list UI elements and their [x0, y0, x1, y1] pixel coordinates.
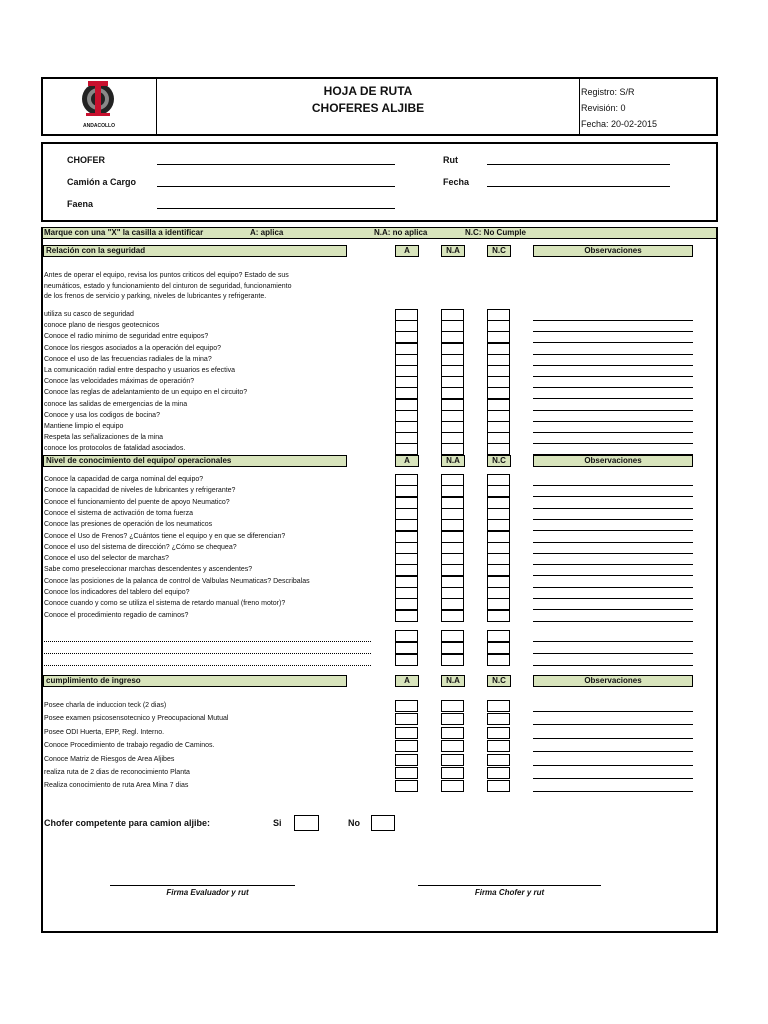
a-checkbox[interactable]	[395, 365, 418, 377]
question-text: Conoce el radio minimo de seguridad entre equipos?	[44, 333, 209, 341]
question-text: conoce las salidas de emergencias de la mina	[44, 400, 188, 408]
observation-field[interactable]	[533, 519, 693, 520]
a-checkbox[interactable]	[395, 354, 418, 366]
legend-a: A: aplica	[250, 228, 284, 237]
no-label: No	[348, 818, 360, 828]
nc-checkbox[interactable]	[487, 354, 510, 366]
a-checkbox[interactable]	[395, 519, 418, 531]
observation-field[interactable]	[533, 443, 693, 444]
section1-col-na: N.A	[441, 245, 465, 257]
observation-field[interactable]	[533, 342, 693, 343]
na-checkbox[interactable]	[441, 553, 464, 565]
na-checkbox[interactable]	[441, 740, 464, 752]
na-checkbox[interactable]	[441, 767, 464, 779]
section3-col-obs: Observaciones	[533, 675, 693, 687]
na-checkbox[interactable]	[441, 508, 464, 520]
observation-field[interactable]	[533, 365, 693, 366]
observation-field[interactable]	[533, 724, 693, 725]
nc-checkbox[interactable]	[487, 542, 510, 554]
fecha-info-label: Fecha	[443, 177, 470, 187]
nc-checkbox[interactable]	[487, 485, 510, 497]
observation-field[interactable]	[533, 485, 693, 486]
a-checkbox[interactable]	[395, 553, 418, 565]
doc-title-line1: HOJA DE RUTA	[323, 84, 413, 98]
question-text: Conoce el funcionamiento del puente de apoyo Neumatico?	[44, 498, 230, 506]
a-checkbox[interactable]	[395, 485, 418, 497]
na-checkbox[interactable]	[441, 432, 464, 444]
na-checkbox[interactable]	[441, 610, 464, 622]
question-text: Conoce y usa los codigos de bocina?	[44, 411, 160, 419]
a-checkbox[interactable]	[395, 740, 418, 752]
a-checkbox[interactable]	[395, 767, 418, 779]
fecha-label: Fecha: 20-02-2015	[581, 119, 658, 129]
a-checkbox[interactable]	[395, 508, 418, 520]
a-checkbox[interactable]	[395, 587, 418, 599]
observation-field[interactable]	[533, 410, 693, 411]
legend-marque: Marque con una "X" la casilla a identificar	[44, 228, 204, 237]
na-checkbox[interactable]	[441, 309, 464, 321]
observation-field[interactable]	[533, 387, 693, 388]
observation-field[interactable]	[533, 621, 693, 622]
evaluador-signature-label: Firma Evaluador y rut	[166, 888, 249, 897]
na-checkbox[interactable]	[441, 713, 464, 725]
observation-field[interactable]	[533, 496, 693, 497]
observation-field[interactable]	[533, 530, 693, 531]
observation-field[interactable]	[533, 653, 693, 654]
revision-label: Revisión: 0	[581, 103, 626, 113]
na-checkbox[interactable]	[441, 630, 464, 642]
nc-checkbox[interactable]	[487, 630, 510, 642]
nc-checkbox[interactable]	[487, 610, 510, 622]
nc-checkbox[interactable]	[487, 410, 510, 422]
section1-col-nc: N.C	[487, 245, 511, 257]
chofer-label: CHOFER	[67, 155, 105, 165]
question-text: Conoce las presiones de operación de los neumaticos	[44, 521, 213, 529]
no-checkbox[interactable]	[371, 815, 395, 831]
nc-checkbox[interactable]	[487, 421, 510, 433]
a-checkbox[interactable]	[395, 654, 418, 666]
question-text: realiza ruta de 2 dias de reconocimiento Planta	[44, 769, 190, 776]
nc-checkbox[interactable]	[487, 443, 510, 455]
nc-checkbox[interactable]	[487, 376, 510, 388]
a-checkbox[interactable]	[395, 443, 418, 455]
question-text: Sabe como preseleccionar marchas descendentes y ascendentes?	[44, 566, 253, 574]
section3-col-a: A	[395, 675, 419, 687]
a-checkbox[interactable]	[395, 331, 418, 343]
na-checkbox[interactable]	[441, 727, 464, 739]
observation-field[interactable]	[533, 376, 693, 377]
a-checkbox[interactable]	[395, 531, 418, 543]
section2-col-obs: Observaciones	[533, 455, 693, 467]
question-text: Conoce el procedimiento regadio de caminos?	[44, 611, 189, 619]
driver-info-box	[41, 142, 718, 222]
section1-intro	[44, 271, 292, 303]
na-checkbox[interactable]	[441, 320, 464, 332]
logo-cell	[41, 77, 157, 136]
question-text: Conoce los indicadores del tablero del equipo?	[44, 589, 190, 596]
blank-question-line[interactable]	[44, 653, 371, 654]
question-text: Mantiene limpio el equipo	[44, 423, 124, 430]
na-checkbox[interactable]	[441, 331, 464, 343]
a-checkbox[interactable]	[395, 497, 418, 509]
a-checkbox[interactable]	[395, 780, 418, 792]
na-checkbox[interactable]	[441, 542, 464, 554]
question-text: Conoce Procedimiento de trabajo regadio de Caminos.	[44, 742, 215, 750]
chofer-field[interactable]	[157, 164, 395, 165]
question-text: Conoce cuando y como se utiliza el sistema de retardo manual (freno motor)?	[44, 600, 286, 608]
blank-question-line[interactable]	[44, 665, 371, 666]
si-label: Si	[273, 818, 282, 828]
nc-checkbox[interactable]	[487, 309, 510, 321]
a-checkbox[interactable]	[395, 376, 418, 388]
nc-checkbox[interactable]	[487, 587, 510, 599]
legend-nc: N.C: No Cumple	[465, 228, 526, 237]
nc-checkbox[interactable]	[487, 713, 510, 725]
nc-checkbox[interactable]	[487, 343, 510, 355]
question-text: La comunicación radial entre despacho y usuarios es efectiva	[44, 367, 236, 374]
section3-title: cumplimiento de ingreso	[43, 675, 347, 687]
na-checkbox[interactable]	[441, 587, 464, 599]
na-checkbox[interactable]	[441, 754, 464, 766]
question-text: Realiza conocimiento de ruta Area Mina 7 dias	[44, 782, 189, 790]
na-checkbox[interactable]	[441, 700, 464, 712]
a-checkbox[interactable]	[395, 598, 418, 610]
question-text: Conoce el sistema de activación de toma fuerza	[44, 509, 194, 517]
observation-field[interactable]	[533, 575, 693, 576]
question-text: conoce los protocolos de fatalidad asociados.	[44, 445, 186, 453]
faena-label: Faena	[67, 199, 94, 209]
nc-checkbox[interactable]	[487, 654, 510, 666]
section1-col-obs: Observaciones	[533, 245, 693, 257]
registro-label: Registro: S/R	[581, 87, 635, 97]
nc-checkbox[interactable]	[487, 727, 510, 739]
observation-field[interactable]	[533, 432, 693, 433]
a-checkbox[interactable]	[395, 564, 418, 576]
question-text: Conoce las velocidades máximas de operación?	[44, 378, 195, 386]
question-text: Posee charla de induccion teck (2 dias)	[44, 702, 167, 709]
a-checkbox[interactable]	[395, 642, 418, 654]
doc-title-line2: CHOFERES ALJIBE	[311, 101, 425, 115]
nc-checkbox[interactable]	[487, 598, 510, 610]
question-text: Conoce la capacidad de carga nominal del equipo?	[44, 476, 204, 483]
na-checkbox[interactable]	[441, 376, 464, 388]
na-checkbox[interactable]	[441, 485, 464, 497]
question-text: Conoce la capacidad de niveles de lubricantes y refrigerante?	[44, 487, 236, 495]
a-checkbox[interactable]	[395, 630, 418, 642]
a-checkbox[interactable]	[395, 399, 418, 411]
fecha-field[interactable]	[487, 186, 670, 187]
nc-checkbox[interactable]	[487, 700, 510, 712]
section2-col-nc: N.C	[487, 455, 511, 467]
a-checkbox[interactable]	[395, 410, 418, 422]
nc-checkbox[interactable]	[487, 754, 510, 766]
na-checkbox[interactable]	[441, 474, 464, 486]
section3-col-na: N.A	[441, 675, 465, 687]
na-checkbox[interactable]	[441, 365, 464, 377]
a-checkbox[interactable]	[395, 700, 418, 712]
observation-field[interactable]	[533, 421, 693, 422]
a-checkbox[interactable]	[395, 713, 418, 725]
section2-col-a: A	[395, 455, 419, 467]
nc-checkbox[interactable]	[487, 519, 510, 531]
question-text: Conoce el uso de las frecuencias radiales de la mina?	[44, 355, 212, 363]
observation-field[interactable]	[533, 354, 693, 355]
a-checkbox[interactable]	[395, 727, 418, 739]
camion-label: Camión a Cargo	[67, 177, 137, 187]
question-text: Posee ODI Huerta, EPP, Regl. Interno.	[44, 728, 165, 736]
observation-field[interactable]	[533, 320, 693, 321]
nc-checkbox[interactable]	[487, 497, 510, 509]
observation-field[interactable]	[533, 331, 693, 332]
legend-na: N.A: no aplica	[374, 228, 428, 237]
a-checkbox[interactable]	[395, 610, 418, 622]
observation-field[interactable]	[533, 542, 693, 543]
na-checkbox[interactable]	[441, 598, 464, 610]
section3-col-nc: N.C	[487, 675, 511, 687]
na-checkbox[interactable]	[441, 576, 464, 588]
na-checkbox[interactable]	[441, 780, 464, 792]
logo-text: ANDACOLLO	[83, 123, 115, 129]
a-checkbox[interactable]	[395, 421, 418, 433]
nc-checkbox[interactable]	[487, 399, 510, 411]
na-checkbox[interactable]	[441, 443, 464, 455]
question-text: Conoce el Uso de Frenos? ¿Cuántos tiene el equipo y en que se diferencian?	[44, 532, 286, 540]
observation-field[interactable]	[533, 598, 693, 599]
a-checkbox[interactable]	[395, 320, 418, 332]
na-checkbox[interactable]	[441, 654, 464, 666]
question-text: Respeta las señalizaciones de la mina	[44, 434, 164, 442]
rut-label: Rut	[443, 155, 458, 165]
nc-checkbox[interactable]	[487, 531, 510, 543]
observation-field[interactable]	[533, 564, 693, 565]
rut-field[interactable]	[487, 164, 670, 165]
observation-field[interactable]	[533, 665, 693, 666]
nc-checkbox[interactable]	[487, 365, 510, 377]
na-checkbox[interactable]	[441, 497, 464, 509]
a-checkbox[interactable]	[395, 754, 418, 766]
observation-field[interactable]	[533, 553, 693, 554]
nc-checkbox[interactable]	[487, 740, 510, 752]
nc-checkbox[interactable]	[487, 432, 510, 444]
observation-field[interactable]	[533, 765, 693, 766]
nc-checkbox[interactable]	[487, 767, 510, 779]
na-checkbox[interactable]	[441, 642, 464, 654]
question-text: utiliza su casco de seguridad	[44, 311, 134, 318]
na-checkbox[interactable]	[441, 343, 464, 355]
faena-field[interactable]	[157, 208, 395, 209]
observation-field[interactable]	[533, 791, 693, 792]
nc-checkbox[interactable]	[487, 642, 510, 654]
a-checkbox[interactable]	[395, 474, 418, 486]
nc-checkbox[interactable]	[487, 331, 510, 343]
nc-checkbox[interactable]	[487, 576, 510, 588]
question-text: Conoce el uso del sistema de dirección? ¿Cómo se chequea?	[44, 543, 237, 551]
question-text: conoce plano de riesgos geotecnicos	[44, 322, 160, 330]
observation-field[interactable]	[533, 641, 693, 642]
intro-line: neumáticos, estado y funcionamiento del cinturon de seguridad, funcionamiento	[44, 282, 292, 290]
a-checkbox[interactable]	[395, 343, 418, 355]
na-checkbox[interactable]	[441, 399, 464, 411]
a-checkbox[interactable]	[395, 387, 418, 399]
na-checkbox[interactable]	[441, 410, 464, 422]
question-text: Conoce las reglas de adelantamiento de un equipo en el circuito?	[44, 389, 248, 397]
observation-field[interactable]	[533, 508, 693, 509]
observation-field[interactable]	[533, 398, 693, 399]
nc-checkbox[interactable]	[487, 780, 510, 792]
observation-field[interactable]	[533, 711, 693, 712]
question-text: Posee examen psicosensotecnico y Preocupacional Mutual	[44, 715, 229, 723]
a-checkbox[interactable]	[395, 309, 418, 321]
observation-field[interactable]	[533, 778, 693, 779]
competent-label: Chofer competente para camion aljibe:	[44, 818, 211, 828]
nc-checkbox[interactable]	[487, 564, 510, 576]
section2-title: Nivel de conocimiento del equipo/ operacionales	[43, 455, 347, 467]
camion-field[interactable]	[157, 186, 395, 187]
nc-checkbox[interactable]	[487, 474, 510, 486]
na-checkbox[interactable]	[441, 354, 464, 366]
chofer-signature-line[interactable]	[418, 885, 601, 886]
chofer-signature-label: Firma Chofer y rut	[474, 888, 545, 897]
intro-line: Antes de operar el equipo, revisa los puntos criticos del equipo? Estado de sus	[44, 272, 289, 279]
question-text: Conoce los riesgos asociados a la operación del equipo?	[44, 344, 222, 352]
nc-checkbox[interactable]	[487, 553, 510, 565]
a-checkbox[interactable]	[395, 542, 418, 554]
title-cell	[157, 77, 579, 136]
observation-field[interactable]	[533, 587, 693, 588]
section1-title: Relación con la seguridad	[43, 245, 347, 257]
section2-col-na: N.A	[441, 455, 465, 467]
na-checkbox[interactable]	[441, 421, 464, 433]
observation-field[interactable]	[533, 738, 693, 739]
nc-checkbox[interactable]	[487, 508, 510, 520]
evaluador-signature-line[interactable]	[110, 885, 295, 886]
na-checkbox[interactable]	[441, 387, 464, 399]
observation-field[interactable]	[533, 751, 693, 752]
si-checkbox[interactable]	[294, 815, 319, 831]
nc-checkbox[interactable]	[487, 320, 510, 332]
a-checkbox[interactable]	[395, 432, 418, 444]
blank-question-line[interactable]	[44, 641, 371, 642]
na-checkbox[interactable]	[441, 564, 464, 576]
na-checkbox[interactable]	[441, 519, 464, 531]
question-text: Conoce Matriz de Riesgos de Area Aljibes	[44, 755, 175, 763]
section1-col-a: A	[395, 245, 419, 257]
nc-checkbox[interactable]	[487, 387, 510, 399]
question-text: Conoce el uso del selector de marchas?	[44, 555, 169, 563]
na-checkbox[interactable]	[441, 531, 464, 543]
observation-field[interactable]	[533, 609, 693, 610]
question-text: Conoce las posiciones de la palanca de control de Valbulas Neumaticas? Describalas	[44, 577, 310, 585]
a-checkbox[interactable]	[395, 576, 418, 588]
intro-line: de los frenos de servicio y parking, niveles de lubricantes y refrigerante.	[44, 293, 267, 300]
